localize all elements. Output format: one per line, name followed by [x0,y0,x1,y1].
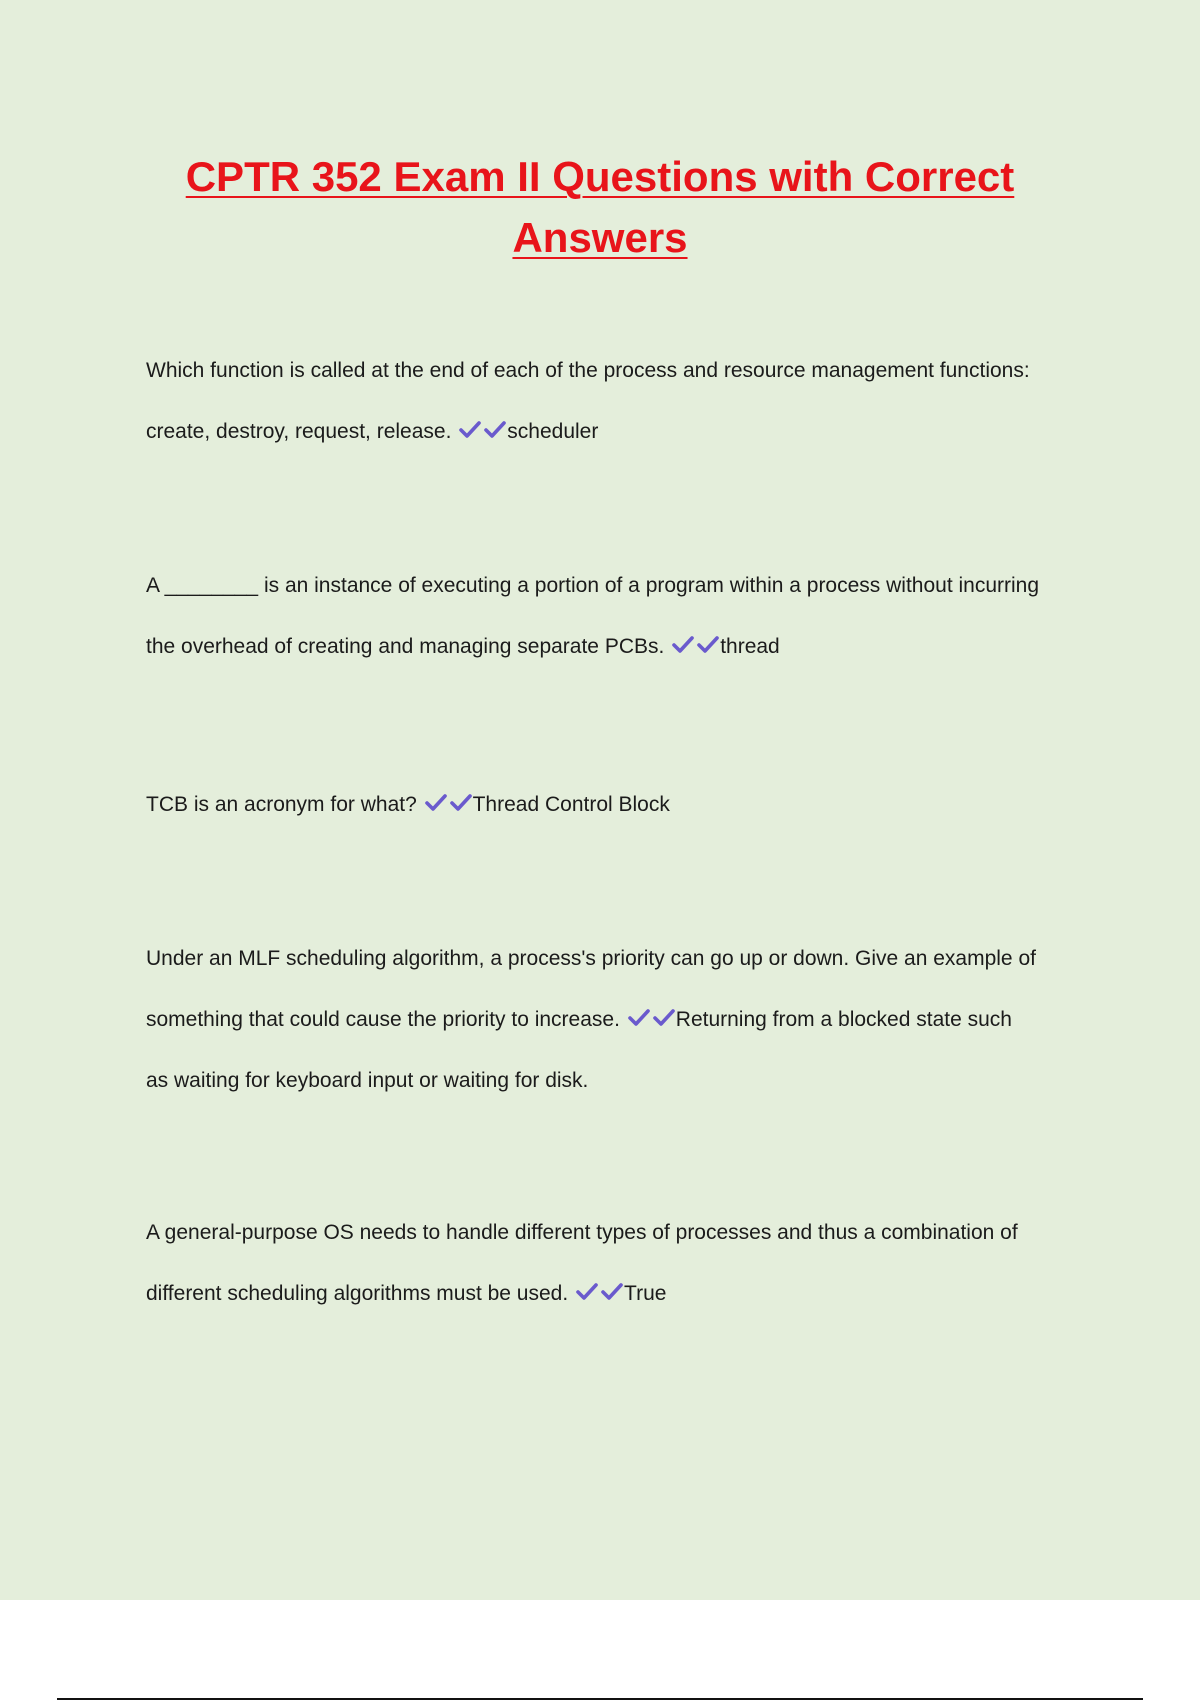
checkmark-icon [450,793,472,813]
checkmark-icon [653,1008,675,1028]
qa-item [146,340,1086,462]
question-line [146,989,1086,1050]
question-line: Under an MLF scheduling algorithm, a process's priority can go up or down. Give an example of [146,947,1036,970]
qa-item [146,774,1086,835]
question-text: the overhead of creating and managing separate PCBs. [146,635,665,658]
checkmark-icon [576,1282,598,1302]
checkmark-icon [628,1008,650,1028]
checkmark-icon [601,1282,623,1302]
answer-continuation: as waiting for keyboard input or waiting for disk. [146,1069,589,1092]
answer-text: Returning from a blocked state such [675,1008,1012,1031]
answer-text: scheduler [507,420,599,443]
question-line [146,616,1086,677]
question-line [146,1263,1086,1324]
answer-text: Thread Control Block [472,793,670,816]
checkmark-icon [697,635,719,655]
question-text: different scheduling algorithms must be used. [146,1282,569,1305]
question-text: something that could cause the priority to increase. [146,1008,620,1031]
qa-item [146,928,1086,1111]
question-line: A ________ is an instance of executing a portion of a program within a process without incurring [146,574,1040,597]
checkmark-icon [484,420,506,440]
question-text: TCB is an acronym for what? [146,793,417,816]
answer-text: thread [720,635,780,658]
question-line [146,401,1086,462]
question-line: Which function is called at the end of each of the process and resource management functions: [146,359,1030,382]
question-line: A general-purpose OS needs to handle different types of processes and thus a combination of [146,1221,1018,1244]
answer-text: True [624,1282,667,1305]
qa-item [146,1202,1086,1324]
checkmark-icon [672,635,694,655]
title-line-2: Answers [512,214,688,261]
title-line-1: CPTR 352 Exam II Questions with Correct [185,153,1015,200]
qa-item [146,555,1086,677]
question-text: create, destroy, request, release. [146,420,452,443]
checkmark-icon [459,420,481,440]
question-line [146,774,1086,835]
document-title [0,146,1200,268]
checkmark-icon [425,793,447,813]
